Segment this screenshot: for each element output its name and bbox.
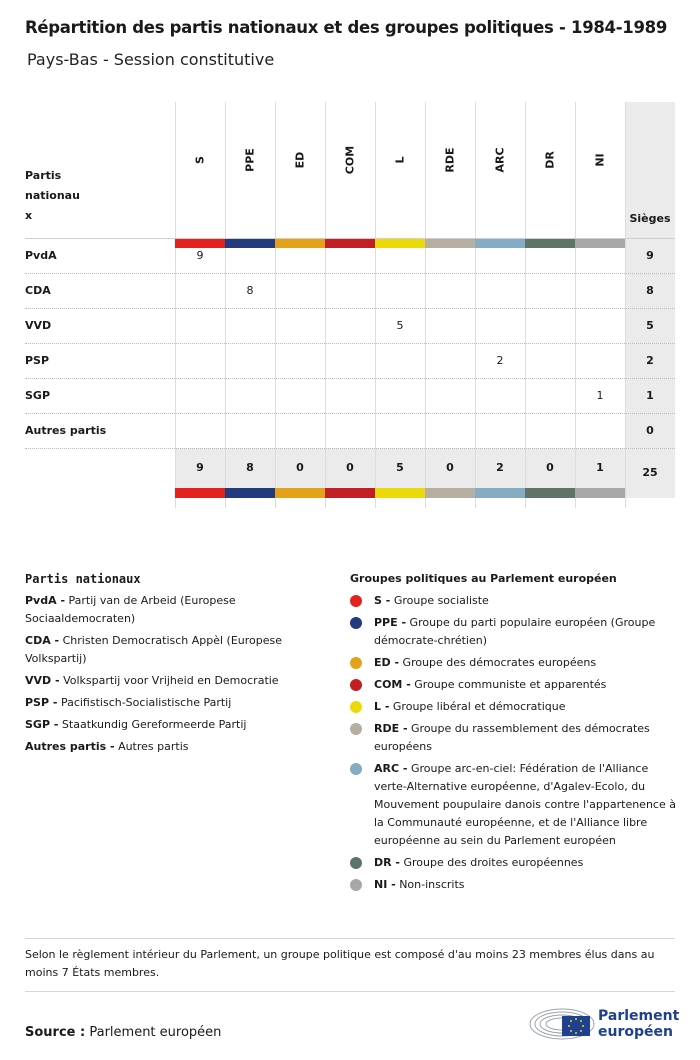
table-cell: [175, 378, 225, 413]
group-color-bar: [175, 488, 225, 498]
row-total: 5: [646, 319, 654, 332]
table-cell: [275, 343, 325, 378]
group-color-bar: [325, 488, 375, 498]
table-cell: [275, 238, 325, 273]
legend-group-item: ED - Groupe des démocrates européens: [350, 654, 680, 672]
legend-color-dot-icon: [350, 857, 362, 869]
source-value: Parlement européen: [89, 1025, 222, 1040]
table-cell: 5: [396, 319, 404, 332]
table-cell: [525, 413, 575, 448]
table-cell: [525, 238, 575, 273]
legend-political-groups-title: Groupes politiques au Parlement européen: [350, 572, 617, 585]
table-cell: [475, 378, 525, 413]
table-cell: [375, 238, 425, 273]
table-cell: [375, 413, 425, 448]
legend-party-item: PSP - Pacifistisch-Socialistische Partij: [25, 696, 232, 709]
table-cell: [225, 308, 275, 343]
legend-color-dot-icon: [350, 879, 362, 891]
group-header-ppe: [225, 102, 275, 238]
legend-party-item: SGP - Staatkundig Gereformeerde Partij: [25, 718, 247, 731]
table-cell: [425, 343, 475, 378]
legend-color-dot-icon: [350, 617, 362, 629]
legend-group-item: DR - Groupe des droites européennes: [350, 854, 680, 872]
row-party-label: PSP: [25, 354, 50, 367]
group-header-arc: [475, 102, 525, 238]
table-cell: [375, 343, 425, 378]
group-header-label: RDE: [443, 147, 457, 173]
sieges-header: Sièges: [629, 212, 671, 225]
divider: [25, 938, 675, 939]
legend-party-item: PvdA - Partij van de Arbeid (Europese Sociaaldemocraten): [25, 594, 236, 625]
table-cell: [325, 413, 375, 448]
source-line: [25, 1025, 221, 1040]
table-cell: [425, 273, 475, 308]
logo-text: Parlement européen: [598, 1008, 680, 1040]
table-cell: [525, 308, 575, 343]
group-header-label: DR: [543, 151, 557, 169]
table-cell: [425, 308, 475, 343]
group-total: 5: [396, 461, 404, 474]
group-header-com: [325, 102, 375, 238]
table-cell: [325, 343, 375, 378]
table-cell: [525, 343, 575, 378]
group-header-label: ED: [293, 151, 307, 169]
group-header-label: NI: [593, 153, 607, 167]
table-cell: [525, 378, 575, 413]
group-color-bar: [525, 488, 575, 498]
table-cell: [275, 378, 325, 413]
group-header-label: S: [193, 156, 207, 164]
legend-group-item: RDE - Groupe du rassemblement des démocrates européens: [350, 720, 680, 756]
table-cell: [225, 413, 275, 448]
legend-group-item: COM - Groupe communiste et apparentés: [350, 676, 680, 694]
page-subtitle: Pays-Bas - Session constitutive: [27, 50, 275, 69]
row-party-label: CDA: [25, 284, 51, 297]
group-color-bar: [575, 488, 625, 498]
table-cell: [375, 273, 425, 308]
table-cell: [275, 308, 325, 343]
table-cell: [275, 273, 325, 308]
group-header-dr: [525, 102, 575, 238]
row-header-label: Partis nationau x: [25, 169, 80, 222]
legend-group-item: NI - Non-inscrits: [350, 876, 680, 894]
table-cell: [175, 413, 225, 448]
table-cell: 8: [246, 284, 254, 297]
group-total: 1: [596, 461, 604, 474]
row-party-label: SGP: [25, 389, 51, 402]
table-cell: [425, 238, 475, 273]
table-cell: [225, 238, 275, 273]
row-party-label: Autres partis: [25, 424, 107, 437]
row-party-label: PvdA: [25, 249, 57, 262]
table-cell: [575, 238, 625, 273]
row-total: 8: [646, 284, 654, 297]
footnote: Selon le règlement intérieur du Parlement, un groupe politique est composé d'au moins 23 membres élus dans au moins 7 États membres.: [25, 948, 655, 979]
group-total: 9: [196, 461, 204, 474]
table-cell: [575, 413, 625, 448]
legend-color-dot-icon: [350, 679, 362, 691]
group-total: 0: [346, 461, 354, 474]
group-header-l: [375, 102, 425, 238]
legend-party-item: VVD - Volkspartij voor Vrijheid en Democratie: [25, 674, 279, 687]
group-total: 8: [246, 461, 254, 474]
group-color-bar: [375, 488, 425, 498]
group-total: 0: [446, 461, 454, 474]
table-cell: [175, 308, 225, 343]
group-header-rde: [425, 102, 475, 238]
group-header-ed: [275, 102, 325, 238]
table-cell: [325, 273, 375, 308]
page-title: Répartition des partis nationaux et des groupes politiques - 1984-1989: [25, 18, 668, 37]
table-cell: [225, 378, 275, 413]
legend-color-dot-icon: [350, 701, 362, 713]
group-header-ni: [575, 102, 625, 238]
row-total: 0: [646, 424, 654, 437]
table-cell: [575, 273, 625, 308]
legend-national-parties-title: Partis nationaux: [25, 572, 141, 586]
legend-party-item: CDA - Christen Democratisch Appèl (Europese Volkspartij): [25, 634, 283, 665]
row-total: 2: [646, 354, 654, 367]
table-cell: 9: [196, 249, 204, 262]
table-cell: [325, 238, 375, 273]
table-cell: [325, 308, 375, 343]
table-cell: [575, 308, 625, 343]
legend-group-item: L - Groupe libéral et démocratique: [350, 698, 680, 716]
group-color-bar: [225, 488, 275, 498]
group-color-bar: [275, 488, 325, 498]
table-cell: [225, 343, 275, 378]
divider: [25, 991, 675, 992]
group-total: 0: [546, 461, 554, 474]
legend-color-dot-icon: [350, 763, 362, 775]
row-total: 9: [646, 249, 654, 262]
table-cell: [275, 413, 325, 448]
legend-national-parties: [25, 572, 325, 760]
legend-color-dot-icon: [350, 595, 362, 607]
table-cell: [525, 273, 575, 308]
group-color-bar: [475, 488, 525, 498]
table-cell: [175, 273, 225, 308]
legend-group-item: ARC - Groupe arc-en-ciel: Fédération de l'Alliance verte-Alternative européenne, d'Agalev-Ecolo, du Mouvement poupulaire danois contre l'appartenence à la Communauté européenne, et de l'Alliance libre européenne au sein du Parlement européen: [350, 760, 680, 850]
table-cell: [325, 378, 375, 413]
group-total: 2: [496, 461, 504, 474]
legend-color-dot-icon: [350, 657, 362, 669]
table-cell: [475, 273, 525, 308]
legend-political-groups: [350, 572, 680, 898]
group-header-label: PPE: [243, 148, 257, 172]
group-header-label: L: [393, 156, 407, 164]
legend-party-item: Autres partis - Autres partis: [25, 740, 189, 753]
legend-color-dot-icon: [350, 723, 362, 735]
legend-group-item: PPE - Groupe du parti populaire européen (Groupe démocrate-chrétien): [350, 614, 680, 650]
group-header-label: COM: [343, 145, 357, 175]
row-total: 1: [646, 389, 654, 402]
table-cell: [425, 378, 475, 413]
table-cell: [575, 343, 625, 378]
grand-total: 25: [642, 466, 658, 479]
group-header-s: [175, 102, 225, 238]
table-cell: [425, 413, 475, 448]
table-cell: [375, 378, 425, 413]
group-header-label: ARC: [493, 147, 507, 173]
group-total: 0: [296, 461, 304, 474]
table-cell: [475, 238, 525, 273]
group-color-bar: [425, 488, 475, 498]
table-cell: [475, 413, 525, 448]
table-cell: 2: [496, 354, 504, 367]
source-label: Source :: [25, 1025, 86, 1040]
table-cell: 1: [596, 389, 604, 402]
row-party-label: VVD: [25, 319, 52, 332]
legend-group-item: S - Groupe socialiste: [350, 592, 680, 610]
table-cell: [475, 308, 525, 343]
table-cell: [175, 343, 225, 378]
